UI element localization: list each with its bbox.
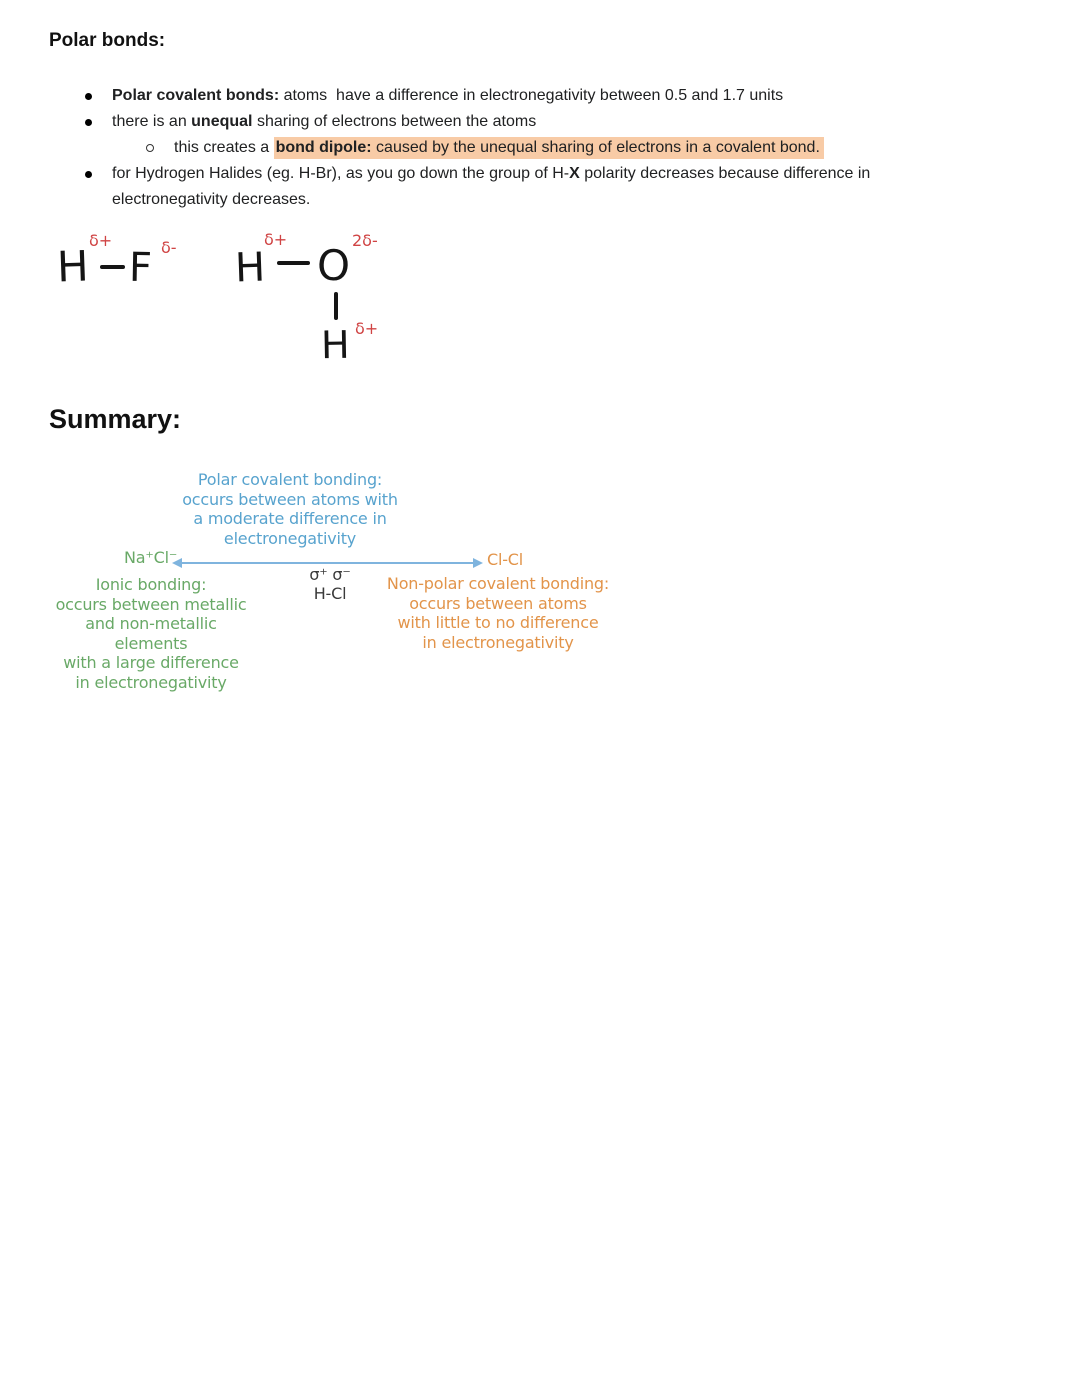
bullet-text: bond dipole: [275, 139, 372, 156]
bullet-text: this creates a [174, 139, 274, 156]
arrow-left-head-icon [172, 558, 182, 568]
clcl-label: Cl-Cl [487, 550, 524, 569]
note-line: in electronegativity [422, 632, 574, 652]
bullet-text: Polar covalent bonds: [112, 87, 280, 104]
note-line: in electronegativity [75, 672, 227, 692]
note-line: Ionic bonding: [95, 575, 207, 594]
note-line: Non-polar covalent bonding: [386, 574, 610, 593]
bullet-text: polarity decreases because difference in [579, 165, 871, 182]
bullet-text: there is an [112, 113, 192, 130]
bullet-dot-icon [85, 119, 92, 126]
page-title: Polar bonds: [49, 30, 166, 51]
note-line: with little to no difference [397, 613, 599, 632]
spectrum-arrow [182, 562, 473, 564]
bonding-spectrum-diagram [40, 470, 680, 690]
nonpolar-covalent-note [384, 574, 612, 652]
bullet-list [0, 83, 1060, 213]
hcl-dipole-note [282, 565, 378, 603]
highlighted-text [274, 137, 824, 159]
bullet-text: for Hydrogen Halides (eg. H-Br), as you go down the group of H- [112, 165, 570, 182]
note-line: a moderate difference in [193, 509, 387, 528]
bond-line [100, 265, 125, 269]
delta-plus-label: δ+ [355, 319, 379, 338]
two-delta-minus-label: 2δ- [352, 231, 378, 250]
note-line: electronegativity [223, 528, 357, 548]
atom-f: F [128, 244, 153, 292]
bond-line [334, 292, 338, 320]
bullet-text: electronegativity decreases. [112, 191, 311, 208]
arrow-right-head-icon [473, 558, 483, 568]
bullet-text: X [569, 165, 580, 182]
bond-line [277, 261, 310, 265]
list-item [0, 109, 1060, 135]
bullet-circle-icon [146, 144, 154, 152]
delta-plus-label: δ+ [89, 231, 113, 250]
nacl-label: Na⁺Cl⁻ [124, 548, 178, 567]
atom-o: O [316, 240, 351, 291]
summary-title: Summary: [49, 404, 182, 434]
delta-plus-label: δ+ [264, 230, 288, 249]
bullet-text: caused by the unequal sharing of electrons in a covalent bond. [371, 139, 820, 156]
bullet-dot-icon [85, 93, 92, 100]
bullet-text: unequal [191, 113, 253, 130]
hcl-label: H-Cl [313, 584, 347, 603]
delta-minus-label: δ- [161, 238, 177, 257]
sub-list-item [0, 135, 1060, 161]
lewis-structures-drawing [55, 228, 435, 373]
bullet-text: sharing of electrons between the atoms [252, 113, 537, 130]
atom-h: H [320, 322, 350, 368]
list-item [0, 83, 1060, 109]
list-item [0, 161, 1060, 213]
note-line: occurs between metallic [55, 594, 247, 614]
note-line: Polar covalent bonding: [197, 470, 383, 489]
note-line: with a large difference [63, 653, 239, 672]
polar-covalent-note [168, 470, 412, 548]
note-line: occurs between atoms with [182, 489, 398, 509]
ionic-bonding-note [48, 575, 254, 692]
atom-h: H [56, 241, 90, 292]
atom-h: H [234, 244, 266, 292]
sigma-charges-label: σ⁺ σ⁻ [309, 565, 351, 584]
bullet-dot-icon [85, 171, 92, 178]
bullet-text: atoms have a difference in electronegativity between 0.5 and 1.7 units [279, 87, 784, 104]
note-line: and non-metallic elements [85, 614, 217, 653]
note-line: occurs between atoms [409, 593, 587, 613]
